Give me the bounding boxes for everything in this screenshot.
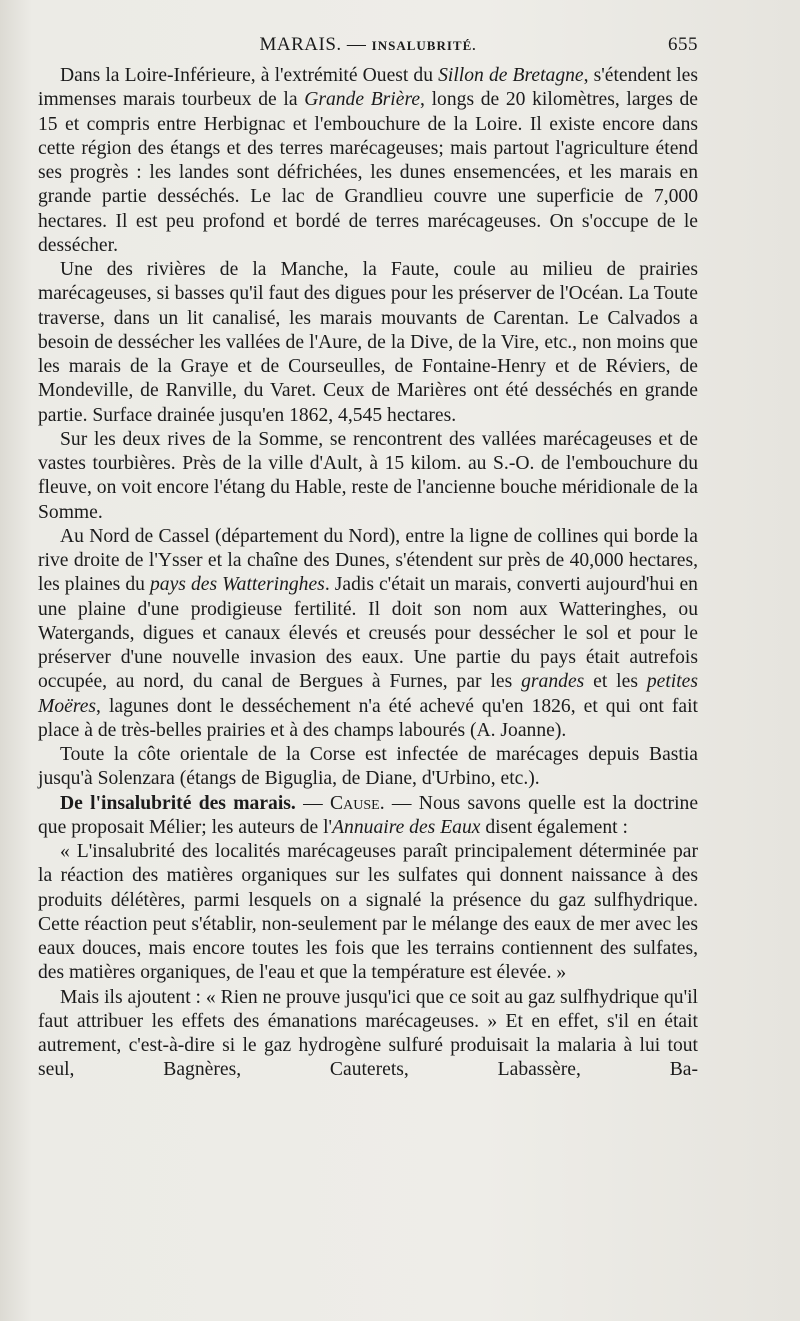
italic-run: petites Moëres [38, 671, 698, 717]
running-title-line [38, 34, 698, 56]
paragraph-cassel [38, 525, 698, 743]
italic-run: grandes [521, 671, 585, 693]
text-run: , longs de 20 kilomètres, larges de 15 et compris entre Herbignac et l'embouchure de la Loire. Il existe encore dans cette région des étangs et des terres marécageuses; mais partout l'agriculture étend ses progrès : les landes sont défrichées, les dunes ensemencées, et les marais en grande partie desséchés. Le lac de Grandlieu couvre une superficie de 7,000 hectares. Il est peu profond et bordé de terres marécageuses. On s'occupe de le dessécher. [38, 89, 698, 256]
section-heading: De l'insalubrité des marais. [60, 792, 296, 814]
text-run: Dans la Loire-Inférieure, à l'extrémité Ouest du [60, 65, 439, 86]
paragraph-quotation: « L'insalubrité des localités marécageuses paraît principalement déterminée par la réaction des matières organiques sur les sulfates qui donnent naissance à des produits délétères, parmi lesquels on a signalé la présence du gaz sulfhydrique. Cette réaction peut s'établir, non-seulement par le mélange des eaux de mer avec les eaux douces, mais encore toutes les fois que les terrains contiennent des sulfates, des matières organiques, de l'eau et que la température est élevée. » [38, 841, 698, 984]
text-run: et les [584, 671, 647, 693]
running-subtitle: INSALUBRITÉ. [371, 38, 477, 53]
text-run: , s'étendent les immenses marais tourbeux de la [38, 65, 699, 111]
running-title: MARAIS. [259, 34, 342, 55]
text-run: . — [379, 792, 419, 814]
text-run: disent également : [480, 816, 628, 838]
header-separator: — [346, 34, 367, 55]
text-run: Nous savons quelle est la doctrine que proposait Mélier; les auteurs de l' [38, 792, 699, 838]
page-number: 655 [668, 34, 698, 55]
text-run: , lagunes dont le desséchement n'a été achevé qu'en 1826, et qui ont fait place à de très-belles prairies et à des champs labourés (A. Joanne). [38, 695, 698, 741]
text-run: — [295, 792, 331, 814]
text-run: . Jadis c'était un marais, converti aujourd'hui en une plaine d'une prodigieuse fertilité. Il doit son nom aux Watteringhes, ou Watergands, digues et canaux élevés et creusés pour dessécher le sol et pour le préserver d'une nouvelle invasion des eaux. Une partie du pays était autrefois occupée, au nord, du canal de Bergues à Furnes, par les [38, 574, 698, 693]
italic-run: Sillon de Bretagne [438, 65, 584, 86]
paragraph-corse: Toute la côte orientale de la Corse est infectée de marécages depuis Bastia jusqu'à Solenzara (étangs de Biguglia, de Diane, d'Urbino, etc.). [38, 744, 698, 790]
body-text [38, 64, 698, 1083]
paragraph-loire-inferieure [38, 64, 698, 258]
italic-run: pays des Watteringhes [150, 574, 325, 596]
paragraph-manche: Une des rivières de la Manche, la Faute, coule au milieu de prairies marécageuses, si basses qu'il faut des digues pour les préserver de l'Océan. La Toute traverse, dans un lit canalisé, les marais mouvants de Carentan. Le Calvados a besoin de dessécher les vallées de l'Aure, de la Dive, de la Vire, etc., non moins que les marais de la Graye et de Courseulles, de Fontaine-Henry et de Réviers, de Mondeville, de Ranville, du Varet. Ceux de Marières ont été desséchés en grande partie. Surface drainée jusqu'en 1862, 4,545 hectares. [38, 259, 698, 426]
italic-run: Annuaire des Eaux [332, 816, 481, 838]
subsection-label: Cause [330, 792, 380, 814]
paragraph-insalubrite [38, 792, 698, 841]
paragraph-somme: Sur les deux rives de la Somme, se rencontrent des vallées marécageuses et de vastes tourbières. Près de la ville d'Ault, à 15 kilom. au S.-O. de l'embouchure du fleuve, on voit encore l'étang du Hable, reste de l'ancienne bouche méridionale de la Somme. [38, 428, 698, 523]
running-header [38, 34, 698, 60]
paragraph-continued: Mais ils ajoutent : « Rien ne prouve jusqu'ici que ce soit au gaz sulfhydrique qu'il faut attribuer les effets des émanations marécageuses. » Et en effet, s'il en était autrement, c'est-à-dire si le gaz hydrogène sulfuré produisait la malaria à lui tout seul, Bagnères, Cauterets, Labassère, Ba- [38, 986, 698, 1081]
italic-run: Grande Brière [304, 89, 421, 111]
text-run: Au Nord de Cassel (département du Nord), entre la ligne de collines qui borde la rive droite de l'Ysser et la chaîne des Dunes, s'étendent sur près de 40,000 hectares, les plaines du [38, 525, 698, 596]
